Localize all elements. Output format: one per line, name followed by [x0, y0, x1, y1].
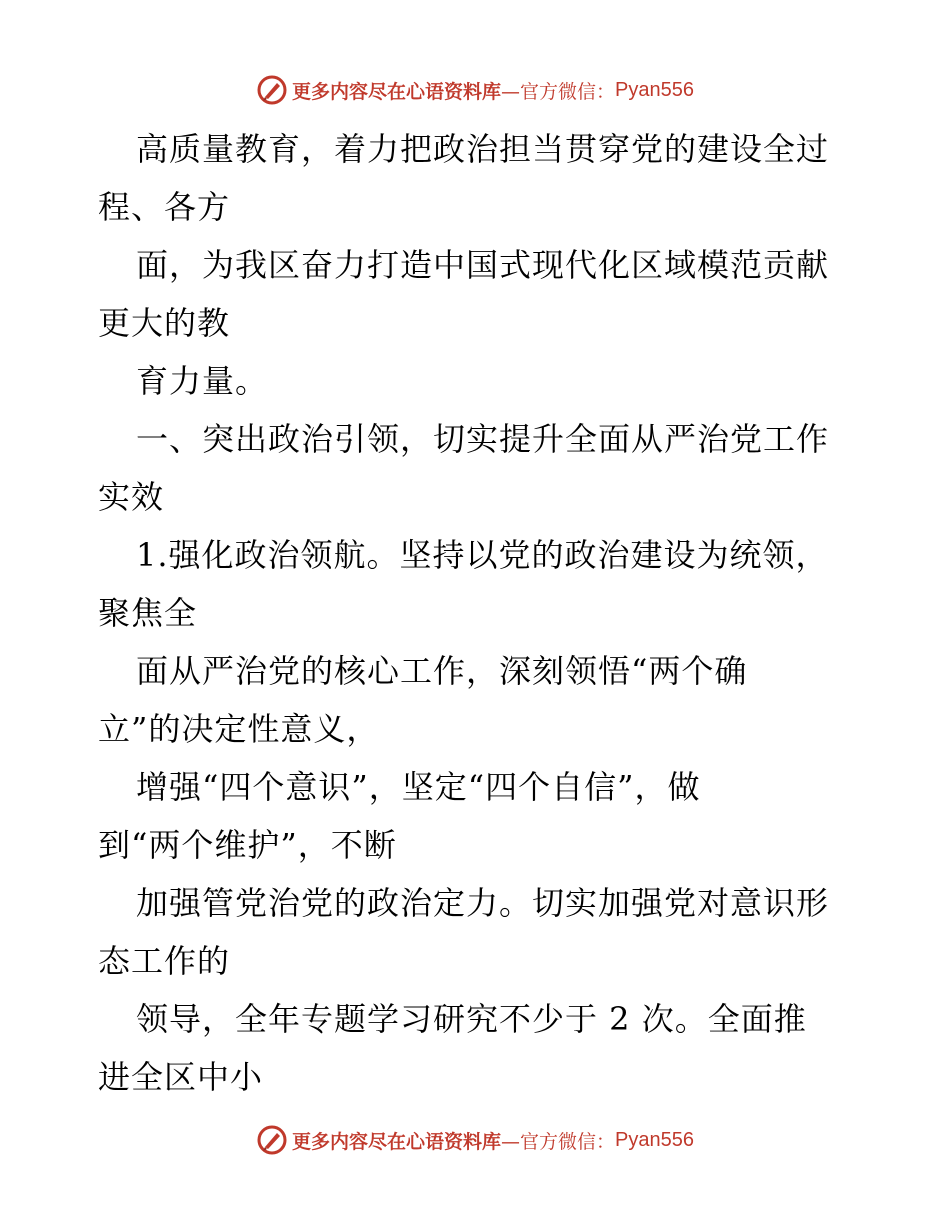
- text-line: 面，为我区奋力打造中国式现代化区域模范贡献: [136, 246, 830, 284]
- text-line: 更大的教: [98, 304, 231, 342]
- pen-logo-icon: [256, 1124, 288, 1156]
- text-line: 到“两个维护”，不断: [98, 826, 397, 864]
- text-line: 态工作的: [98, 942, 231, 980]
- section-heading-line: 一、突出政治引领，切实提升全面从严治党工作: [136, 420, 830, 458]
- banner-site-name: 更多内容尽在心语资料库: [292, 80, 502, 103]
- banner-wechat-id: Pyan556: [615, 78, 694, 101]
- text-line: 立”的决定性意义，: [98, 710, 380, 748]
- banner-wechat-label: —官方微信：: [501, 1130, 616, 1153]
- footer-watermark-banner: [0, 1120, 950, 1160]
- text-line: 加强管党治党的政治定力。切实加强党对意识形: [136, 884, 830, 922]
- section-heading-line: 实效: [98, 478, 165, 516]
- text-line: 程、各方: [98, 188, 231, 226]
- text-line: 领导，全年专题学习研究不少于 2 次。全面推: [136, 1000, 807, 1038]
- banner-site-name: 更多内容尽在心语资料库: [292, 1130, 502, 1153]
- pen-logo-icon: [256, 74, 288, 106]
- banner-wechat-id: Pyan556: [615, 1128, 694, 1151]
- text-line: 1.强化政治领航。坚持以党的政治建设为统领，: [136, 536, 829, 574]
- banner-wechat-label: —官方微信：: [501, 80, 616, 103]
- text-line: 增强“四个意识”，坚定“四个自信”，做: [136, 768, 701, 806]
- text-line: 面从严治党的核心工作，深刻领悟“两个确: [136, 652, 748, 690]
- text-line: 高质量教育，着力把政治担当贯穿党的建设全过: [136, 130, 830, 168]
- header-watermark-banner: [0, 70, 950, 110]
- document-body: [98, 120, 858, 1106]
- text-line: 进全区中小: [98, 1058, 264, 1096]
- text-line: 育力量。: [136, 362, 269, 400]
- text-line: 聚焦全: [98, 594, 198, 632]
